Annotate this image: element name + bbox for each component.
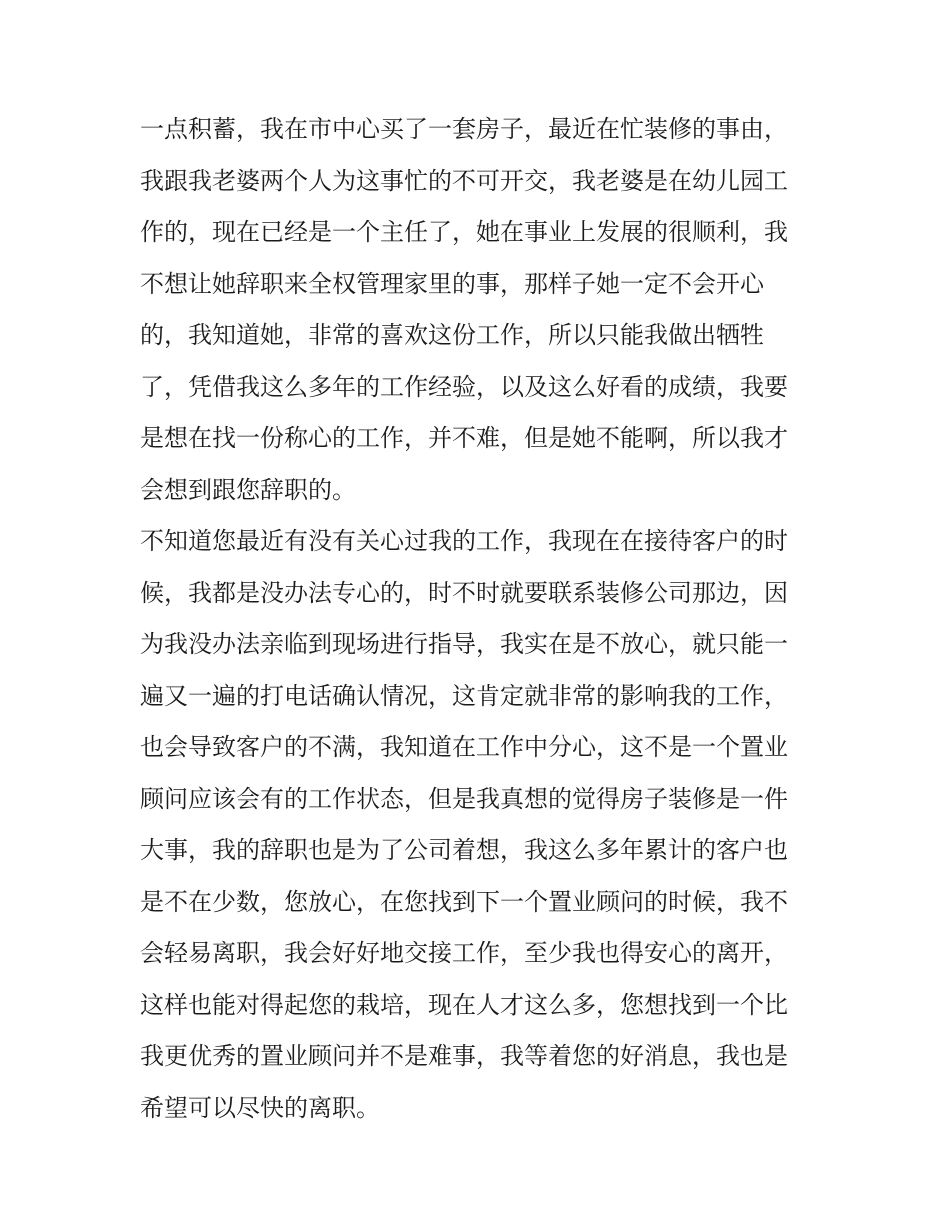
text-line: 这样也能对得起您的栽培，现在人才这么多，您想找到一个比 [140, 990, 788, 1019]
text-line: 希望可以尽快的离职。 [140, 1093, 380, 1122]
text-line: 遍又一遍的打电话确认情况，这肯定就非常的影响我的工作， [140, 681, 788, 710]
text-line: 是不在少数，您放心，在您找到下一个置业顾问的时候，我不 [140, 887, 788, 916]
text-line: 不想让她辞职来全权管理家里的事，那样子她一定不会开心 [140, 269, 764, 298]
text-line: 大事，我的辞职也是为了公司着想，我这么多年累计的客户也 [140, 836, 788, 864]
text-line: 也会导致客户的不满，我知道在工作中分心，这不是一个置业 [140, 733, 788, 761]
text-line: 候，我都是没办法专心的，时不时就要联系装修公司那边，因 [140, 578, 788, 607]
text-line: 一点积蓄，我在市中心买了一套房子，最近在忙装修的事由， [140, 115, 788, 143]
text-line: 我跟我老婆两个人为这事忙的不可开交，我老婆是在幼儿园工 [140, 166, 788, 195]
text-line: 会轻易离职，我会好好地交接工作，至少我也得安心的离开， [140, 939, 788, 967]
text-line: 的，我知道她，非常的喜欢这份工作，所以只能我做出牺牲 [140, 321, 764, 349]
text-line: 我更优秀的置业顾问并不是难事，我等着您的好消息，我也是 [140, 1042, 788, 1070]
text-line: 不知道您最近有没有关心过我的工作，我现在在接待客户的时 [140, 527, 788, 555]
document-body [140, 104, 820, 1134]
text-line: 为我没办法亲临到现场进行指导，我实在是不放心，就只能一 [140, 630, 788, 658]
text-line: 会想到跟您辞职的。 [140, 475, 356, 504]
text-line: 了，凭借我这么多年的工作经验，以及这么好看的成绩，我要 [140, 372, 788, 401]
text-line: 是想在找一份称心的工作，并不难，但是她不能啊，所以我才 [140, 424, 788, 452]
text-line: 顾问应该会有的工作状态，但是我真想的觉得房子装修是一件 [140, 784, 788, 813]
text-line: 作的，现在已经是一个主任了，她在事业上发展的很顺利，我 [140, 218, 788, 246]
